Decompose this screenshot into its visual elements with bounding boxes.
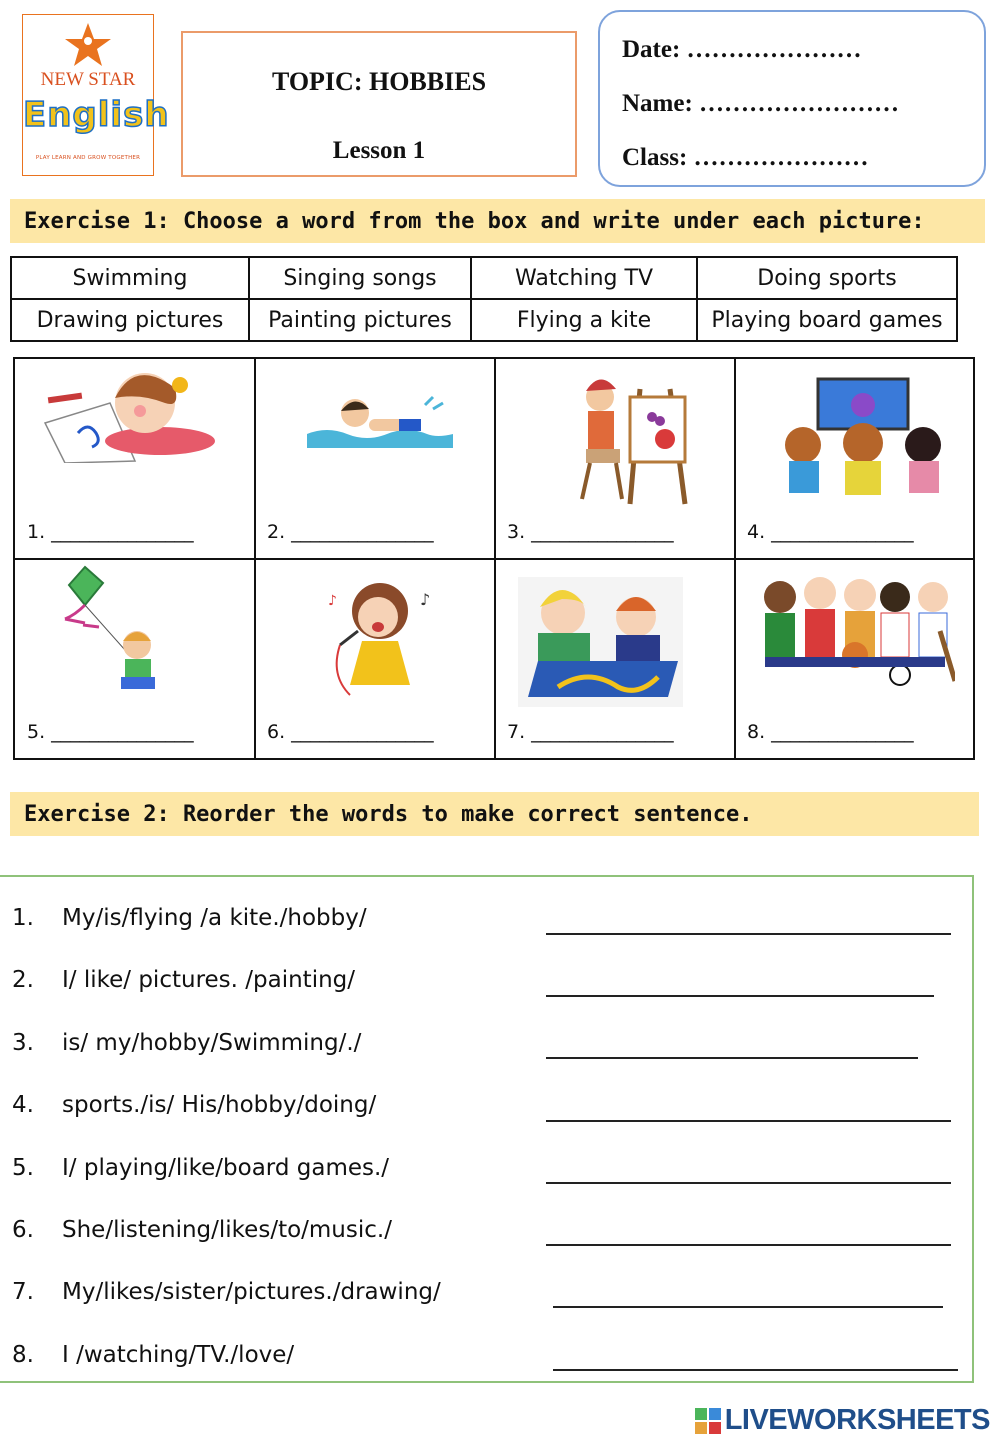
lesson-label: Lesson 1 [332, 137, 426, 164]
footer-brand-text: LIVEWORKSHEETS [724, 1404, 990, 1436]
liveworksheets-logo-icon [695, 1408, 721, 1434]
word-cell: Flying a kite [471, 299, 697, 341]
sentence-number: 8. [12, 1342, 34, 1368]
sentence-scramble: She/listening/likes/to/music./ [62, 1217, 392, 1243]
answer-line[interactable] [546, 995, 934, 997]
word-cell: Watching TV [471, 257, 697, 299]
boy-flying-kite-picture [55, 565, 165, 700]
cell-answer-7[interactable]: 7. _______________ [507, 721, 674, 743]
answer-line[interactable] [553, 1369, 958, 1371]
word-cell: Drawing pictures [11, 299, 249, 341]
logo [22, 14, 170, 176]
kids-board-game-picture [518, 577, 683, 707]
word-row [11, 257, 957, 299]
girl-drawing-picture [40, 363, 220, 463]
cell-answer-5[interactable]: 5. _______________ [27, 721, 194, 743]
date-field[interactable]: Date: ………………… [622, 36, 862, 63]
picture-grid [13, 357, 975, 760]
word-cell: Singing songs [249, 257, 471, 299]
sentence-scramble: is/ my/hobby/Swimming/./ [62, 1030, 362, 1056]
cell-answer-8[interactable]: 8. _______________ [747, 721, 914, 743]
answer-line[interactable] [546, 1057, 918, 1059]
topic-box [181, 31, 577, 177]
sentence-number: 6. [12, 1217, 34, 1243]
word-cell: Swimming [11, 257, 249, 299]
word-row [11, 299, 957, 341]
sentence-number: 3. [12, 1030, 34, 1056]
kids-sports-picture [755, 571, 955, 691]
word-cell: Doing sports [697, 257, 957, 299]
answer-line[interactable] [546, 933, 951, 935]
logo-tagline: PLAY LEARN AND GROW TOGETHER [35, 155, 141, 161]
sentence-number: 5. [12, 1155, 34, 1181]
word-cell: Playing board games [697, 299, 957, 341]
cell-answer-2[interactable]: 2. _______________ [267, 521, 434, 543]
girl-singing-picture [320, 575, 440, 705]
answer-line[interactable] [546, 1120, 951, 1122]
logo-title: NEW STAR [40, 69, 136, 90]
footer-brand [695, 1404, 990, 1437]
answer-line[interactable] [546, 1244, 951, 1246]
exercise1-heading: Exercise 1: Choose a word from the box and write under each picture: [10, 199, 985, 243]
exercise2-heading: Exercise 2: Reorder the words to make correct sentence. [10, 792, 979, 836]
logo-english: English [23, 95, 170, 135]
exercise2-box [0, 875, 974, 1383]
topic-title: TOPIC: HOBBIES [271, 67, 487, 96]
sentence-scramble: I/ like/ pictures. /painting/ [62, 967, 356, 993]
girl-painting-picture [560, 369, 700, 509]
sentence-scramble: I /watching/TV./love/ [62, 1342, 295, 1368]
student-info-box [598, 10, 986, 187]
svg-text:♪: ♪ [328, 593, 337, 609]
cell-answer-1[interactable]: 1. _______________ [27, 521, 194, 543]
cell-answer-3[interactable]: 3. _______________ [507, 521, 674, 543]
sentence-scramble: My/likes/sister/pictures./drawing/ [62, 1279, 441, 1305]
sentence-scramble: I/ playing/like/board games./ [62, 1155, 390, 1181]
name-field[interactable]: Name: …………………… [622, 90, 900, 117]
svg-text:♪: ♪ [420, 590, 431, 609]
sentence-number: 2. [12, 967, 34, 993]
sentence-scramble: My/is/flying /a kite./hobby/ [62, 905, 367, 931]
answer-line[interactable] [553, 1306, 943, 1308]
answer-line[interactable] [546, 1182, 951, 1184]
star-icon [63, 21, 113, 69]
cell-answer-4[interactable]: 4. _______________ [747, 521, 914, 543]
cell-answer-6[interactable]: 6. _______________ [267, 721, 434, 743]
boy-swimming-picture [305, 389, 455, 449]
class-field[interactable]: Class: ………………… [622, 144, 869, 171]
sentence-number: 7. [12, 1279, 34, 1305]
word-cell: Painting pictures [249, 299, 471, 341]
kids-watching-tv-picture [773, 377, 953, 502]
sentence-number: 1. [12, 905, 34, 931]
sentence-scramble: sports./is/ His/hobby/doing/ [62, 1092, 377, 1118]
word-box [10, 256, 958, 342]
sentence-number: 4. [12, 1092, 34, 1118]
